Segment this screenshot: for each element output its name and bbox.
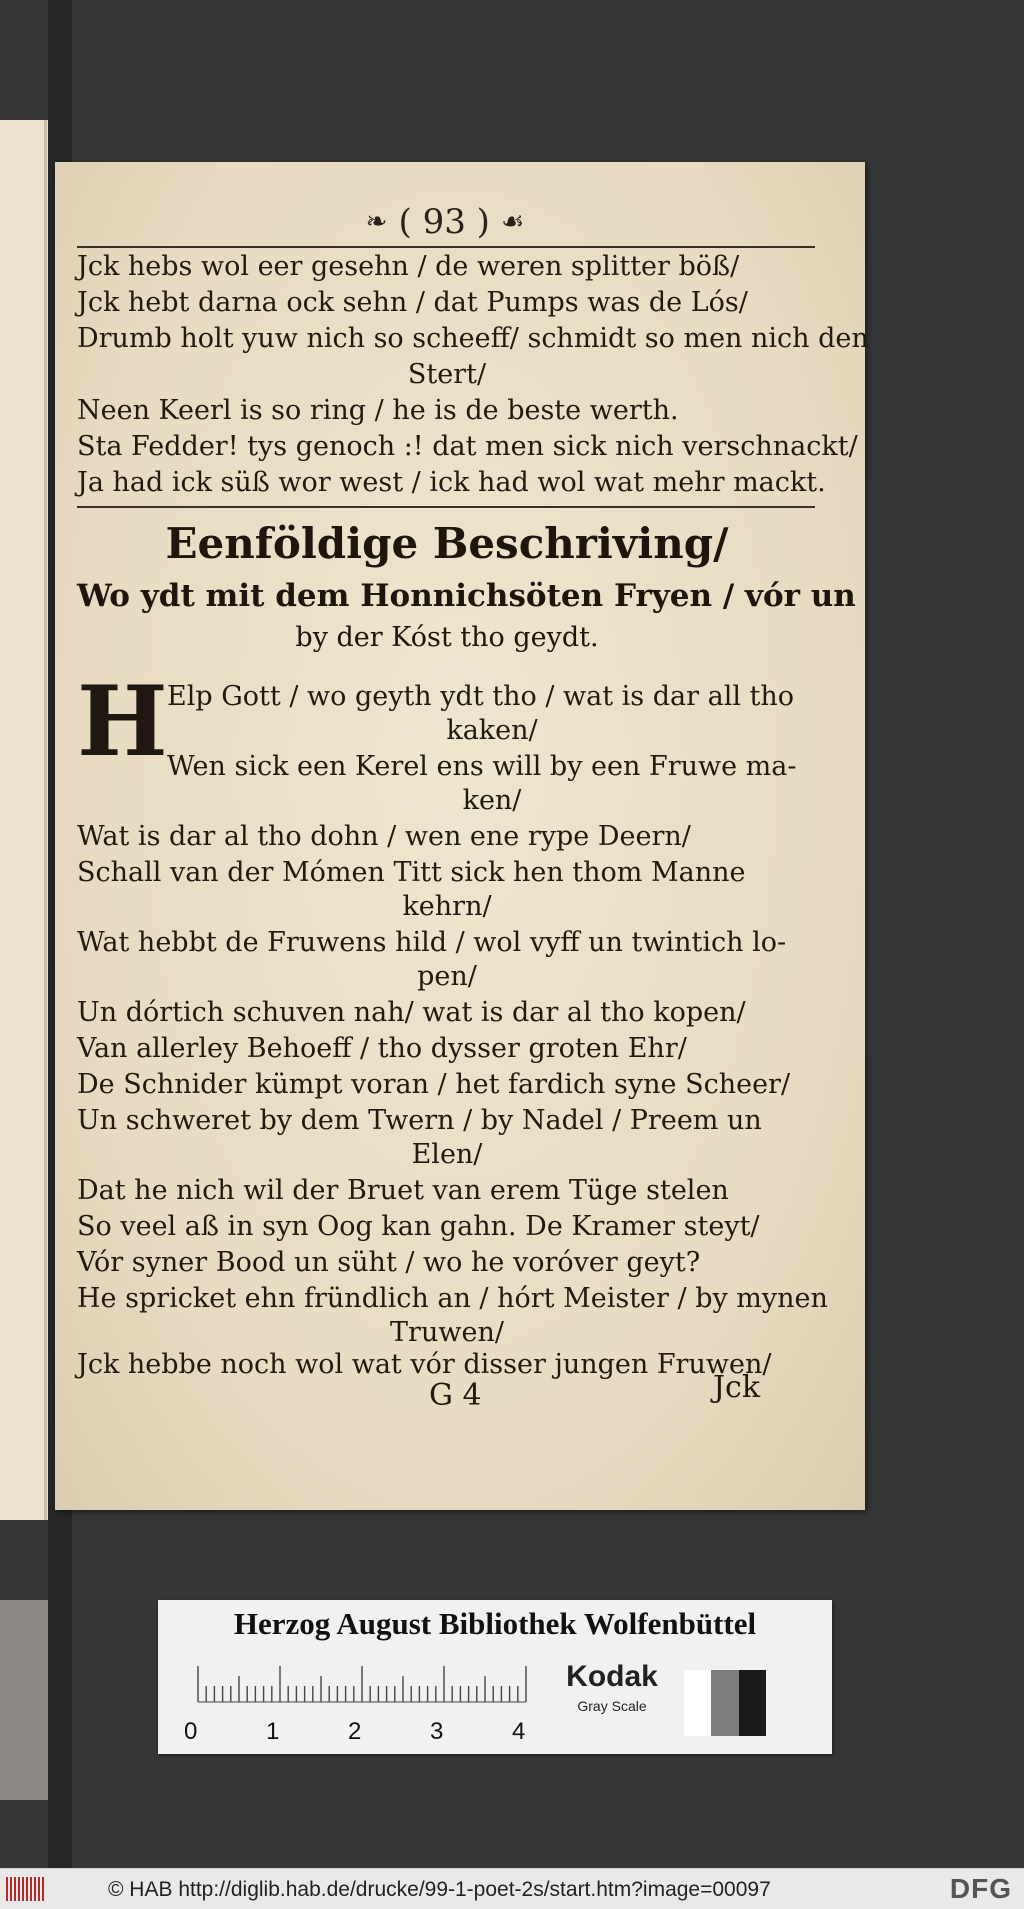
text-line: De Schnider kümpt voran / het fardich syne Scheer/ — [77, 1069, 791, 1100]
text-line: pen/ — [417, 961, 477, 992]
ruler-number: 1 — [266, 1718, 280, 1745]
ruler-number: 0 — [184, 1718, 198, 1745]
left-ornament-icon: ❧ — [365, 207, 388, 237]
section-subtitle-line-1: Wo ydt mit dem Honnichsöten Fryen / vór un — [77, 578, 856, 614]
text-line: Wen sick een Kerel ens will by een Fruwe ma- — [167, 751, 797, 782]
catchword: Jck — [713, 1370, 761, 1405]
text-line: Elen/ — [411, 1139, 483, 1170]
book-page — [55, 162, 869, 1510]
text-line: Jck hebs wol eer gesehn / de weren splitter böß/ — [77, 251, 740, 282]
text-line: Wat hebbt de Fruwens hild / wol vyff un twintich lo- — [77, 927, 787, 958]
text-line: He spricket ehn fründlich an / hórt Meister / by mynen — [77, 1283, 828, 1314]
text-line: Van allerley Behoeff / tho dysser groten Ehr/ — [77, 1033, 687, 1064]
page-number: ( 93 ) — [398, 202, 490, 242]
right-ornament-icon: ☙ — [501, 207, 525, 237]
kodak-logo: Kodak — [566, 1660, 658, 1693]
copyright-url[interactable]: © HAB http://diglib.hab.de/drucke/99-1-poet-2s/start.htm?image=00097 — [108, 1878, 771, 1901]
section-subtitle-line-2: by der Kóst tho geydt. — [295, 622, 599, 653]
scale-ruler — [192, 1662, 532, 1710]
text-line: Neen Keerl is so ring / he is de beste werth. — [77, 395, 679, 426]
dfg-logo: DFG — [949, 1873, 1012, 1904]
text-line: kaken/ — [446, 715, 538, 746]
text-line: Wat is dar al tho dohn / wen ene rype Deern/ — [77, 821, 691, 852]
ruler-number: 3 — [430, 1718, 444, 1745]
page-header — [315, 202, 575, 242]
section-title: Eenföldige Beschriving/ — [165, 519, 729, 568]
text-line: Vór syner Bood un süht / wo he voróver geyt? — [77, 1247, 701, 1278]
viewer-footer — [0, 1868, 1024, 1909]
text-line: Jck hebt darna ock sehn / dat Pumps was de Lós/ — [77, 287, 748, 318]
swatch-black — [739, 1670, 766, 1736]
text-line: Dat he nich wil der Bruet van erem Tüge stelen — [77, 1175, 729, 1206]
text-line: Ja had ick süß wor west / ick had wol wat mehr mackt. — [77, 467, 826, 498]
text-line: Un dórtich schuven nah/ wat is dar al tho kopen/ — [77, 997, 746, 1028]
section-rule — [77, 506, 815, 508]
swatch-gray — [711, 1670, 738, 1736]
swatch-white — [684, 1670, 711, 1736]
ruler-number: 2 — [348, 1718, 362, 1745]
gray-swatches — [684, 1670, 766, 1736]
text-line: Elp Gott / wo geyth ydt tho / wat is dar all tho — [167, 681, 795, 712]
text-line: Stert/ — [407, 359, 487, 390]
ruler-ticks — [192, 1662, 532, 1710]
text-line: Drumb holt yuw nich so scheeff/ schmidt so men nich den — [77, 323, 869, 354]
ruler-numbers — [184, 1718, 544, 1748]
color-target-card — [158, 1600, 832, 1754]
book-spine — [0, 1600, 48, 1800]
gray-scale-label: Gray Scale — [577, 1698, 647, 1714]
text-line: Un schweret by dem Twern / by Nadel / Preem un — [77, 1105, 762, 1136]
ruler-number: 4 — [512, 1718, 526, 1745]
text-line: So veel aß in syn Oog kan gahn. De Kramer steyt/ — [77, 1211, 760, 1242]
signature-mark: G 4 — [429, 1378, 482, 1413]
page-fold — [44, 120, 47, 1520]
text-line: Schall van der Mómen Titt sick hen thom Manne — [77, 857, 746, 888]
text-line: Truwen/ — [390, 1317, 504, 1348]
library-name: Herzog August Bibliothek Wolfenbüttel — [233, 1606, 757, 1641]
text-line: Jck hebbe noch wol wat vór disser jungen Fruwen/ — [77, 1349, 772, 1380]
text-line: Sta Fedder! tys genoch :! dat men sick nich verschnackt/ — [77, 431, 858, 462]
decorated-initial: H — [77, 665, 168, 778]
text-line: kehrn/ — [402, 891, 492, 922]
header-rule — [77, 246, 815, 248]
text-line: ken/ — [462, 785, 522, 816]
hab-logo-icon — [6, 1877, 46, 1901]
